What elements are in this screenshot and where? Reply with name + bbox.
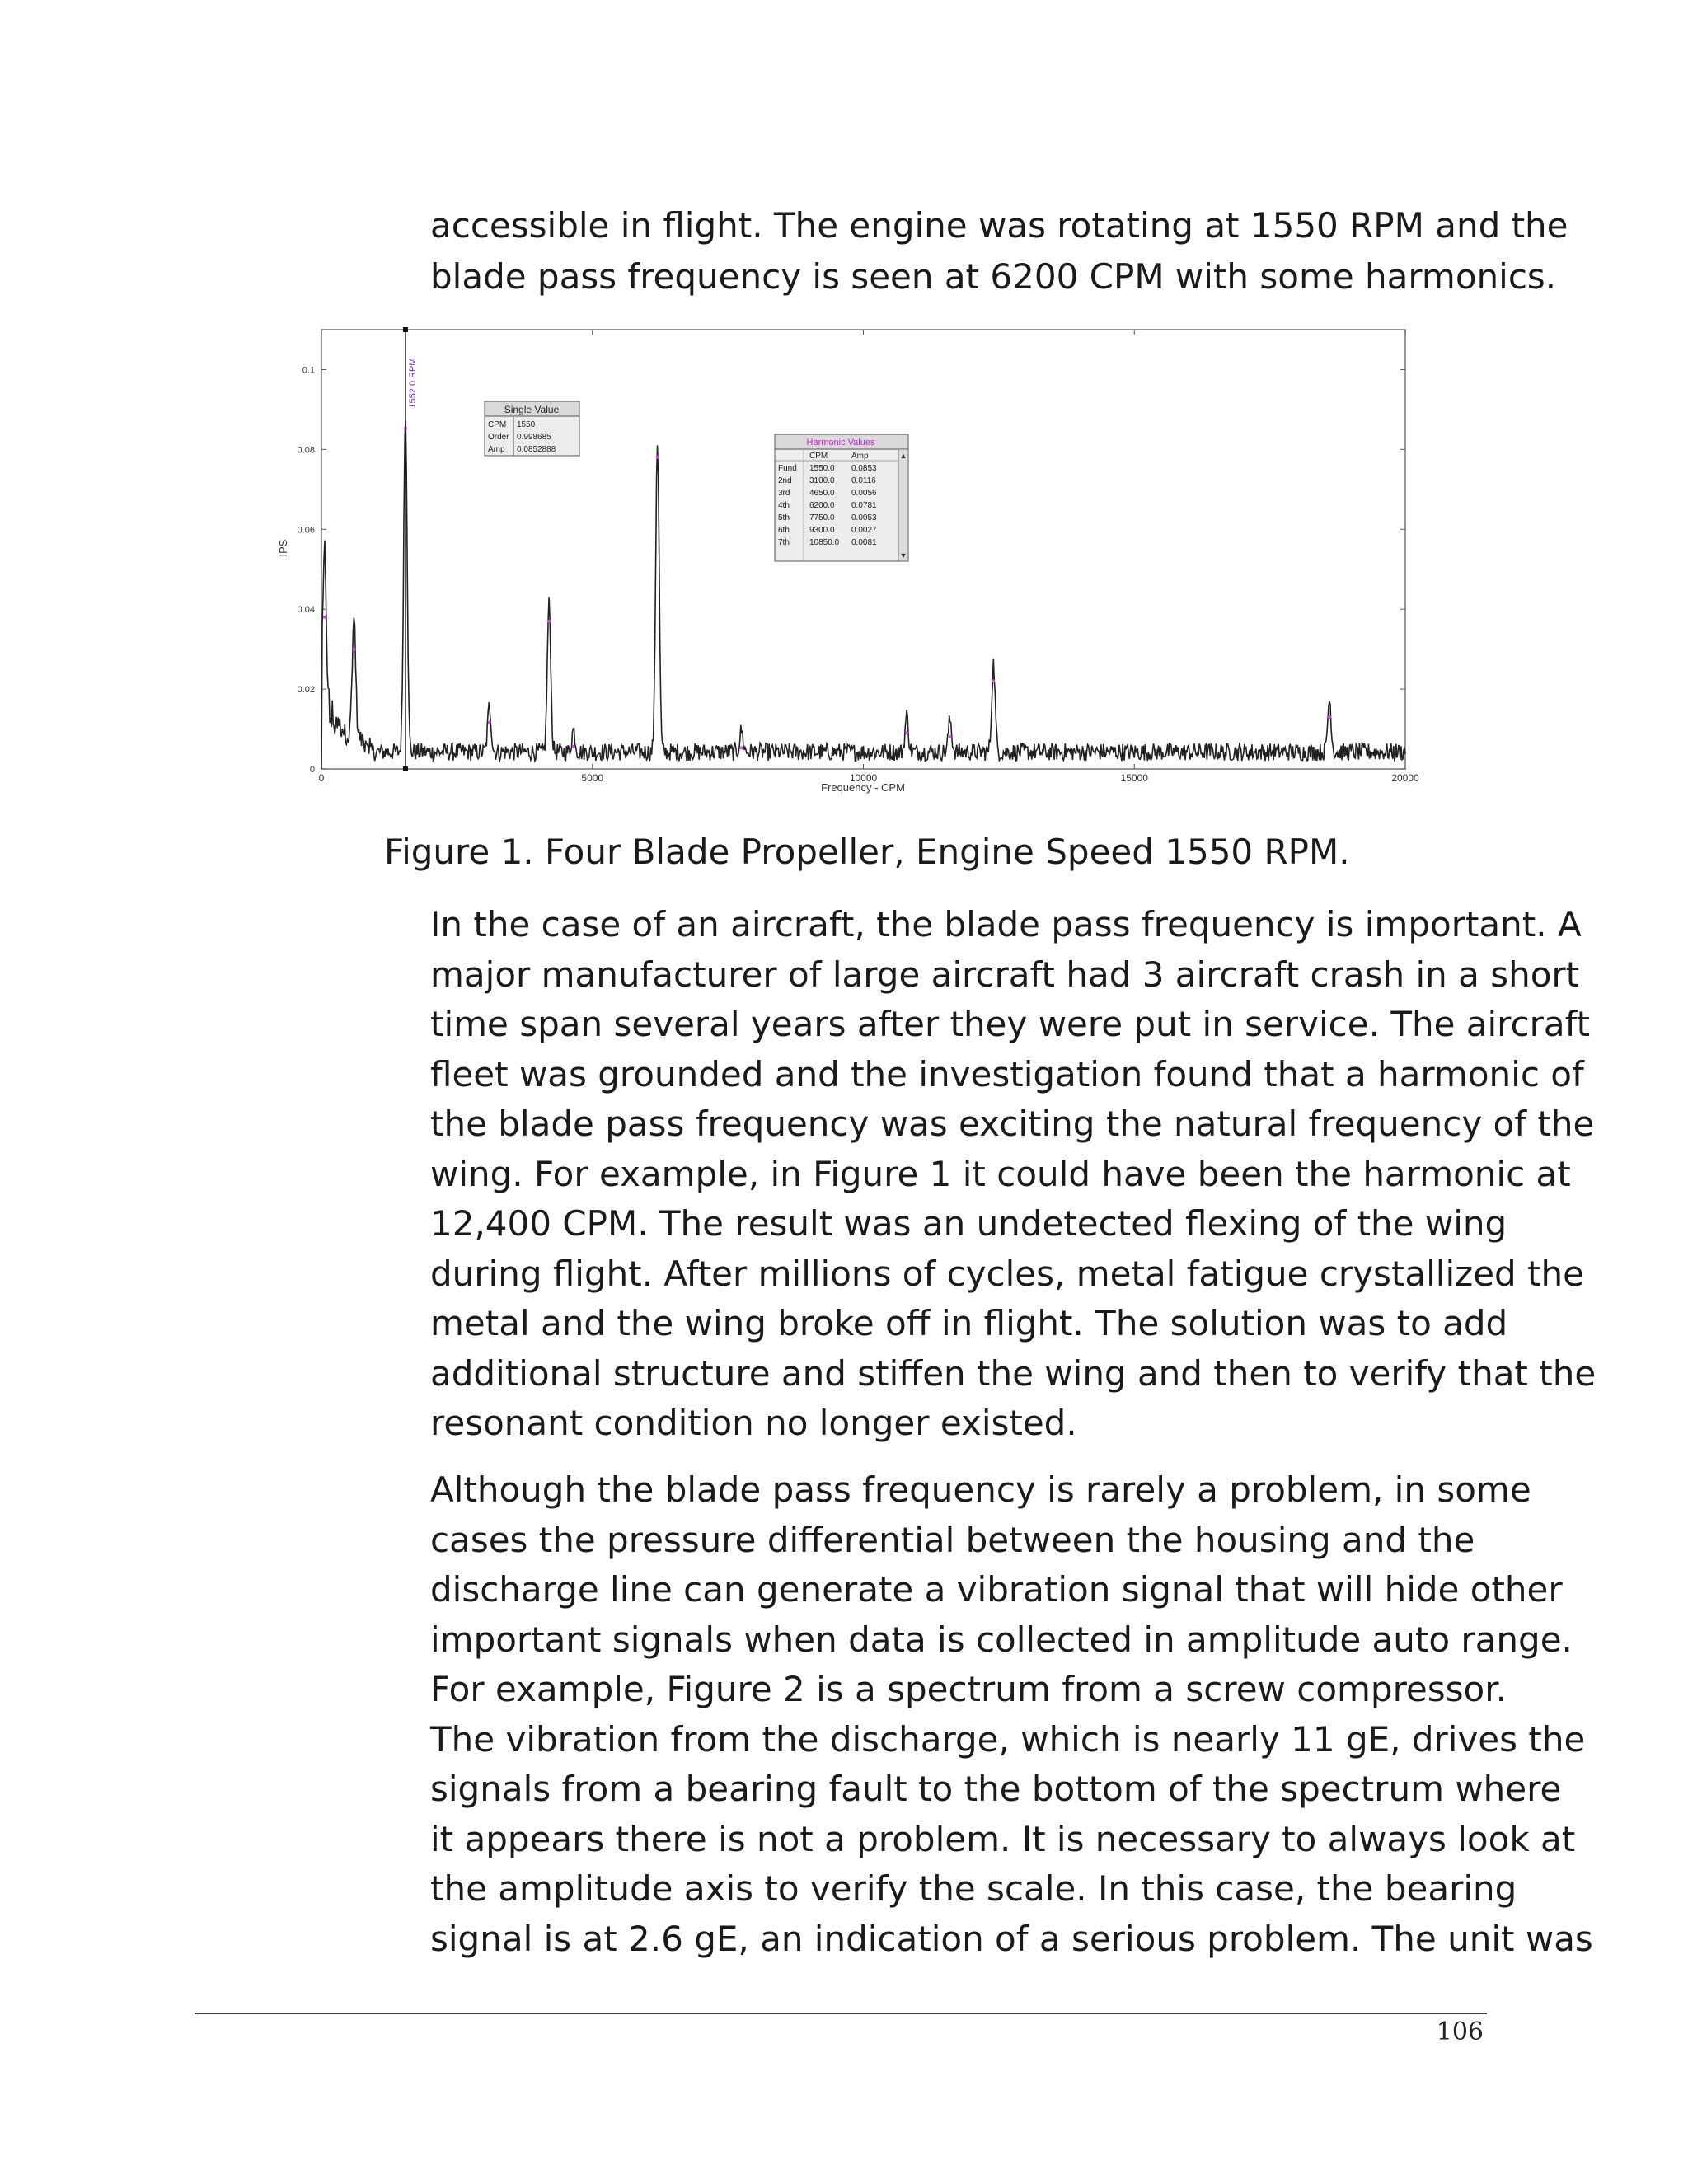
scroll-down-icon[interactable]: ▼ <box>899 551 907 560</box>
text-line: the amplitude axis to verify the scale. In this case, the bearing <box>430 1868 1517 1909</box>
rpm-cursor-handle[interactable] <box>403 766 408 771</box>
text-line: resonant condition no longer existed. <box>430 1403 1077 1443</box>
harmonic-scrollbar[interactable] <box>898 449 908 561</box>
harmonic-cell: 0.0027 <box>851 526 877 535</box>
text-line: metal and the wing broke off in flight. The solution was to add <box>430 1303 1508 1343</box>
text-line: major manufacturer of large aircraft had 3 aircraft crash in a short <box>430 954 1580 995</box>
harmonic-cell: 0.0081 <box>851 538 877 547</box>
y-tick-label: 0.08 <box>297 445 315 456</box>
harmonic-cell: 0.0116 <box>851 476 876 485</box>
single-value-label: Order <box>488 433 509 442</box>
peak-marker <box>905 731 908 734</box>
text-line: discharge line can generate a vibration signal that will hide other <box>430 1569 1563 1610</box>
text-line: In the case of an aircraft, the blade pass frequency is important. A <box>430 904 1582 944</box>
aircraft-paragraph <box>430 900 1597 1449</box>
text-line: the blade pass frequency was exciting the natural frequency of the <box>430 1104 1595 1144</box>
text-line: 12,400 CPM. The result was an undetected flexing of the wing <box>430 1203 1507 1244</box>
text-line: it appears there is not a problem. It is necessary to always look at <box>430 1818 1576 1859</box>
harmonic-cell: 10850.0 <box>809 538 840 547</box>
y-tick-label: 0 <box>309 765 315 775</box>
spectrum-chart <box>264 317 1434 804</box>
text-line: accessible in flight. The engine was rotating at 1550 RPM and the <box>430 205 1568 246</box>
text-line: additional structure and stiffen the wing and then to verify that the <box>430 1352 1597 1394</box>
harmonic-cell: 7750.0 <box>809 513 835 523</box>
text-line: time span several years after they were put in service. The aircraft <box>430 1004 1591 1044</box>
text-line: For example, Figure 2 is a spectrum from a screw compressor. <box>430 1669 1507 1709</box>
text-line: The vibration from the discharge, which is nearly 11 gE, drives the <box>430 1718 1586 1760</box>
peak-marker <box>352 648 355 651</box>
harmonic-cell: 0.0053 <box>851 513 877 523</box>
harmonic-cell: 0.0056 <box>851 489 877 498</box>
harmonic-cell: Fund <box>778 464 797 473</box>
single-value-value: 1550 <box>517 420 536 429</box>
text-line: important signals when data is collected in amplitude auto range. <box>430 1619 1573 1660</box>
text-line: during flight. After millions of cycles, metal fatigue crystallized the <box>430 1253 1584 1294</box>
scroll-up-icon[interactable]: ▲ <box>899 452 907 460</box>
y-tick-label: 0.02 <box>297 685 315 696</box>
spectrum-chart-svg <box>264 317 1434 804</box>
peak-marker <box>547 620 551 623</box>
x-tick-label: 10000 <box>849 772 878 784</box>
peak-marker <box>740 746 743 749</box>
harmonic-cell: 1550.0 <box>809 464 835 473</box>
x-tick-label: 20000 <box>1391 772 1419 784</box>
y-tick-label: 0.06 <box>297 525 315 536</box>
harmonic-cell: 0.0781 <box>851 501 877 510</box>
harmonic-cell: 3100.0 <box>809 476 835 485</box>
harmonic-cell: 6th <box>778 526 790 535</box>
harmonic-cell: 7th <box>778 538 790 547</box>
harmonic-cell: 0.0853 <box>851 464 877 473</box>
harmonic-col-header: Amp <box>851 452 869 461</box>
harmonic-values-title: Harmonic Values <box>806 438 875 448</box>
x-axis-label: Frequency - CPM <box>821 781 905 794</box>
single-value-value: 0.0852888 <box>517 445 556 454</box>
harmonic-cell: 4650.0 <box>809 489 835 498</box>
rpm-cursor-handle[interactable] <box>403 327 408 332</box>
x-tick-label: 0 <box>318 772 325 784</box>
peak-marker <box>572 745 575 748</box>
y-tick-label: 0.04 <box>297 605 315 616</box>
harmonic-cell: 3rd <box>778 489 790 498</box>
y-axis-label: IPS <box>277 539 289 557</box>
harmonic-cell: 5th <box>778 513 790 523</box>
harmonic-row <box>778 464 877 473</box>
single-value-label: Amp <box>488 445 505 454</box>
blade-pass-paragraph <box>430 1465 1593 1964</box>
text-line: Although the blade pass frequency is rarely a problem, in some <box>430 1469 1531 1510</box>
peak-marker <box>992 679 995 682</box>
single-value-title: Single Value <box>504 404 560 415</box>
harmonic-cell: 4th <box>778 501 790 510</box>
y-tick-label: 0.1 <box>302 365 315 376</box>
peak-marker <box>656 456 659 459</box>
single-value-label: CPM <box>488 420 507 429</box>
text-line: signal is at 2.6 gE, an indication of a serious problem. The unit was <box>430 1918 1593 1959</box>
harmonic-cell: 2nd <box>778 476 792 485</box>
text-line: blade pass frequency is seen at 6200 CPM with some harmonics. <box>430 256 1557 297</box>
footer-rule <box>195 2013 1487 2014</box>
harmonic-values-box <box>775 434 908 561</box>
harmonic-col-header: CPM <box>809 452 828 461</box>
harmonic-cell: 9300.0 <box>809 526 835 535</box>
text-line: wing. For example, in Figure 1 it could have been the harmonic at <box>430 1153 1571 1194</box>
rpm-cursor-label: 1552.0 RPM <box>407 358 418 409</box>
x-tick-label: 15000 <box>1120 772 1148 784</box>
figure-caption: Figure 1. Four Blade Propeller, Engine Speed 1550 RPM. <box>384 832 1350 872</box>
x-tick-label: 5000 <box>581 772 604 784</box>
peak-marker <box>949 735 952 738</box>
intro-paragraph <box>430 200 1568 302</box>
single-value-box <box>485 401 579 456</box>
text-line: signals from a bearing fault to the bottom of the spectrum where <box>430 1769 1562 1809</box>
peak-marker <box>1328 715 1331 719</box>
page-number: 106 <box>1436 2018 1484 2046</box>
text-line: cases the pressure differential between the housing and the <box>430 1519 1475 1560</box>
text-line: fleet was grounded and the investigation found that a harmonic of <box>430 1053 1584 1094</box>
peak-marker <box>488 721 491 724</box>
harmonic-cell: 6200.0 <box>809 501 835 510</box>
single-value-value: 0.998685 <box>517 433 551 442</box>
peak-marker <box>323 616 326 619</box>
